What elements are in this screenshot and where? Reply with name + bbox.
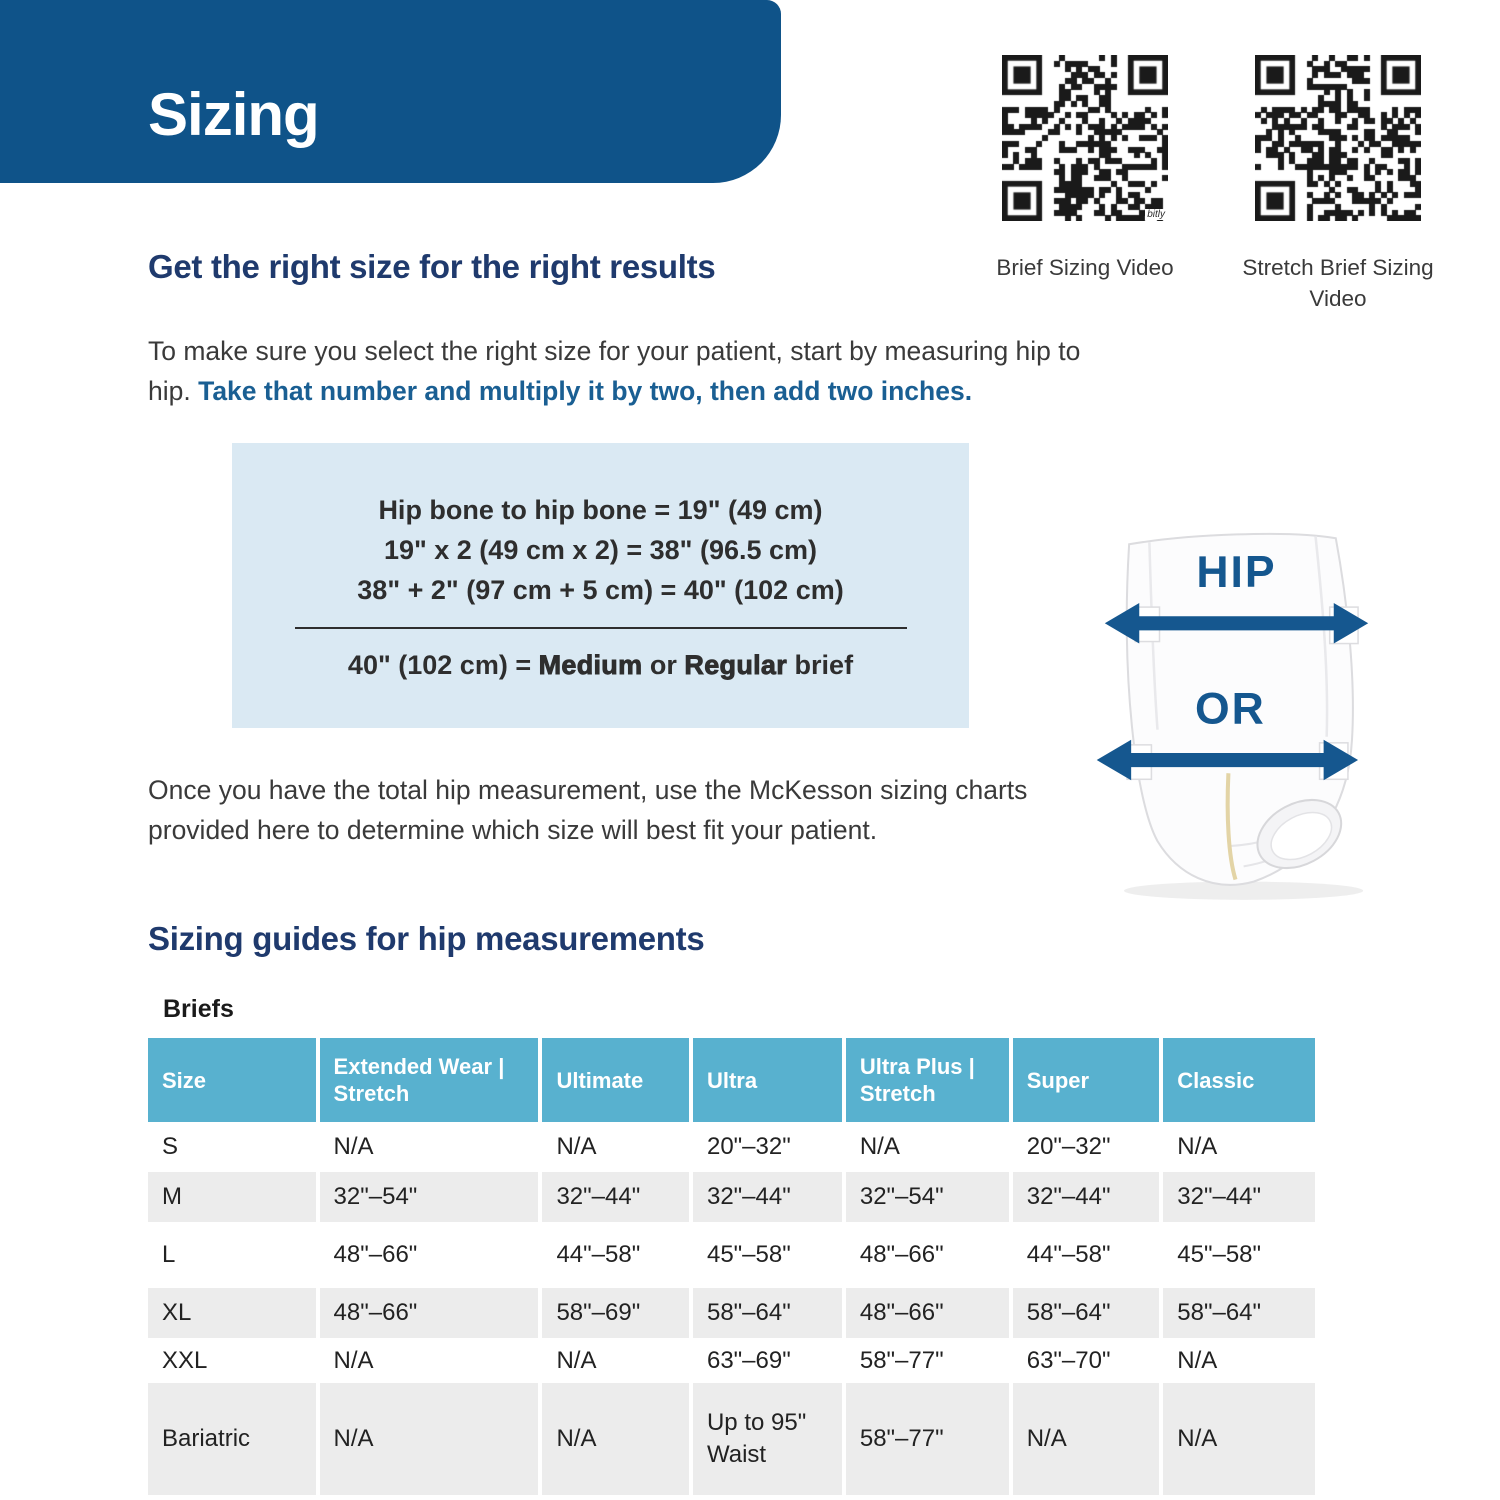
range-cell: N/A [846, 1122, 1013, 1172]
range-cell: 32"–44" [1013, 1172, 1164, 1222]
range-cell: 58"–64" [1013, 1288, 1164, 1338]
size-cell: S [148, 1122, 320, 1172]
or-label: OR [1194, 684, 1266, 734]
column-header: Extended Wear | Stretch [320, 1038, 543, 1122]
range-cell: 48"–66" [320, 1288, 543, 1338]
column-header: Super [1013, 1038, 1164, 1122]
page-title: Sizing [148, 81, 319, 148]
size-cell: Bariatric [148, 1383, 320, 1495]
intro-body-text: To make sure you select the right size for your patient, start by measuring hip to hip. [148, 336, 1081, 406]
sizing-guide-heading: Sizing guides for hip measurements [148, 920, 705, 957]
size-cell: XL [148, 1288, 320, 1338]
qr-caption-brief: Brief Sizing Video [996, 255, 1174, 280]
range-cell: N/A [542, 1338, 693, 1383]
table-row [148, 1172, 1315, 1222]
range-cell: 44"–58" [1013, 1222, 1164, 1288]
range-cell: N/A [1163, 1338, 1315, 1383]
intro-heading: Get the right size for the right results [148, 248, 716, 285]
table-row [148, 1383, 1315, 1495]
column-header: Ultimate [542, 1038, 693, 1122]
column-header: Classic [1163, 1038, 1315, 1122]
range-cell: 48"–66" [846, 1222, 1013, 1288]
column-header: Ultra Plus | Stretch [846, 1038, 1013, 1122]
qr-code-icon [1255, 55, 1421, 221]
qr-stretch-brief-sizing [1228, 55, 1448, 314]
range-cell: 45"–58" [693, 1222, 846, 1288]
range-cell: N/A [320, 1122, 543, 1172]
calculation-example-box [232, 443, 969, 728]
qr-code-icon [1255, 55, 1421, 221]
outro-paragraph: Once you have the total hip measurement, use the McKesson sizing charts provided here to determine which size will best fit your patient. [148, 775, 1028, 845]
calc-result-size-regular: Regular [684, 650, 788, 680]
range-cell: 20"–32" [693, 1122, 846, 1172]
range-cell: N/A [1163, 1383, 1315, 1495]
range-cell: N/A [1013, 1383, 1164, 1495]
range-cell: N/A [320, 1383, 543, 1495]
range-cell: 45"–58" [1163, 1222, 1315, 1288]
calc-result-or: or [642, 650, 685, 680]
qr-caption-stretch: Stretch Brief Sizing Video [1242, 255, 1434, 311]
range-cell: 44"–58" [542, 1222, 693, 1288]
range-cell: 48"–66" [846, 1288, 1013, 1338]
range-cell: 32"–54" [320, 1172, 543, 1222]
range-cell: 32"–44" [542, 1172, 693, 1222]
qr-code-icon [1002, 55, 1168, 221]
intro-paragraph [148, 331, 1093, 411]
column-header: Size [148, 1038, 320, 1122]
table-header-row [148, 1038, 1315, 1122]
range-cell: N/A [320, 1338, 543, 1383]
calc-line-3: 38" + 2" (97 cm + 5 cm) = 40" (102 cm) [357, 575, 844, 605]
size-cell: M [148, 1172, 320, 1222]
qr-code-icon [1002, 55, 1168, 221]
calc-line-2: 19" x 2 (49 cm x 2) = 38" (96.5 cm) [383, 535, 818, 565]
range-cell: 58"–64" [693, 1288, 846, 1338]
column-header: Ultra [693, 1038, 846, 1122]
table-title: Briefs [163, 995, 234, 1023]
bitly-watermark: bitly [1147, 209, 1165, 220]
calc-divider [295, 627, 907, 629]
calc-result-prefix: 40" (102 cm) = [347, 650, 539, 680]
range-cell: 32"–44" [693, 1172, 846, 1222]
qr-brief-sizing [975, 55, 1195, 283]
range-cell: 58"–77" [846, 1338, 1013, 1383]
page-header-banner [0, 0, 781, 183]
range-cell: 58"–77" [846, 1383, 1013, 1495]
table-body [148, 1122, 1315, 1495]
range-cell: 63"–70" [1013, 1338, 1164, 1383]
intro-body-emphasis: Take that number and multiply it by two, then add two inches. [198, 376, 973, 406]
table-row [148, 1338, 1315, 1383]
brief-measurement-illustration [1076, 522, 1396, 912]
size-cell: XXL [148, 1338, 320, 1383]
table-row [148, 1288, 1315, 1338]
range-cell: 20"–32" [1013, 1122, 1164, 1172]
briefs-table [148, 1038, 1315, 1495]
hip-label: HIP [1196, 547, 1277, 597]
calc-line-1: Hip bone to hip bone = 19" (49 cm) [378, 495, 823, 525]
range-cell: 32"–54" [846, 1172, 1013, 1222]
range-cell: 58"–69" [542, 1288, 693, 1338]
calc-result-line [232, 650, 969, 681]
table-row [148, 1122, 1315, 1172]
range-cell: 32"–44" [1163, 1172, 1315, 1222]
range-cell: 48"–66" [320, 1222, 543, 1288]
range-cell: N/A [542, 1122, 693, 1172]
range-cell: 63"–69" [693, 1338, 846, 1383]
range-cell: N/A [1163, 1122, 1315, 1172]
range-cell: N/A [542, 1383, 693, 1495]
table-row [148, 1222, 1315, 1288]
size-cell: L [148, 1222, 320, 1288]
range-cell: Up to 95" Waist [693, 1383, 846, 1495]
calc-result-suffix: brief [787, 650, 854, 680]
calc-result-size-medium: Medium [538, 650, 643, 680]
range-cell: 58"–64" [1163, 1288, 1315, 1338]
